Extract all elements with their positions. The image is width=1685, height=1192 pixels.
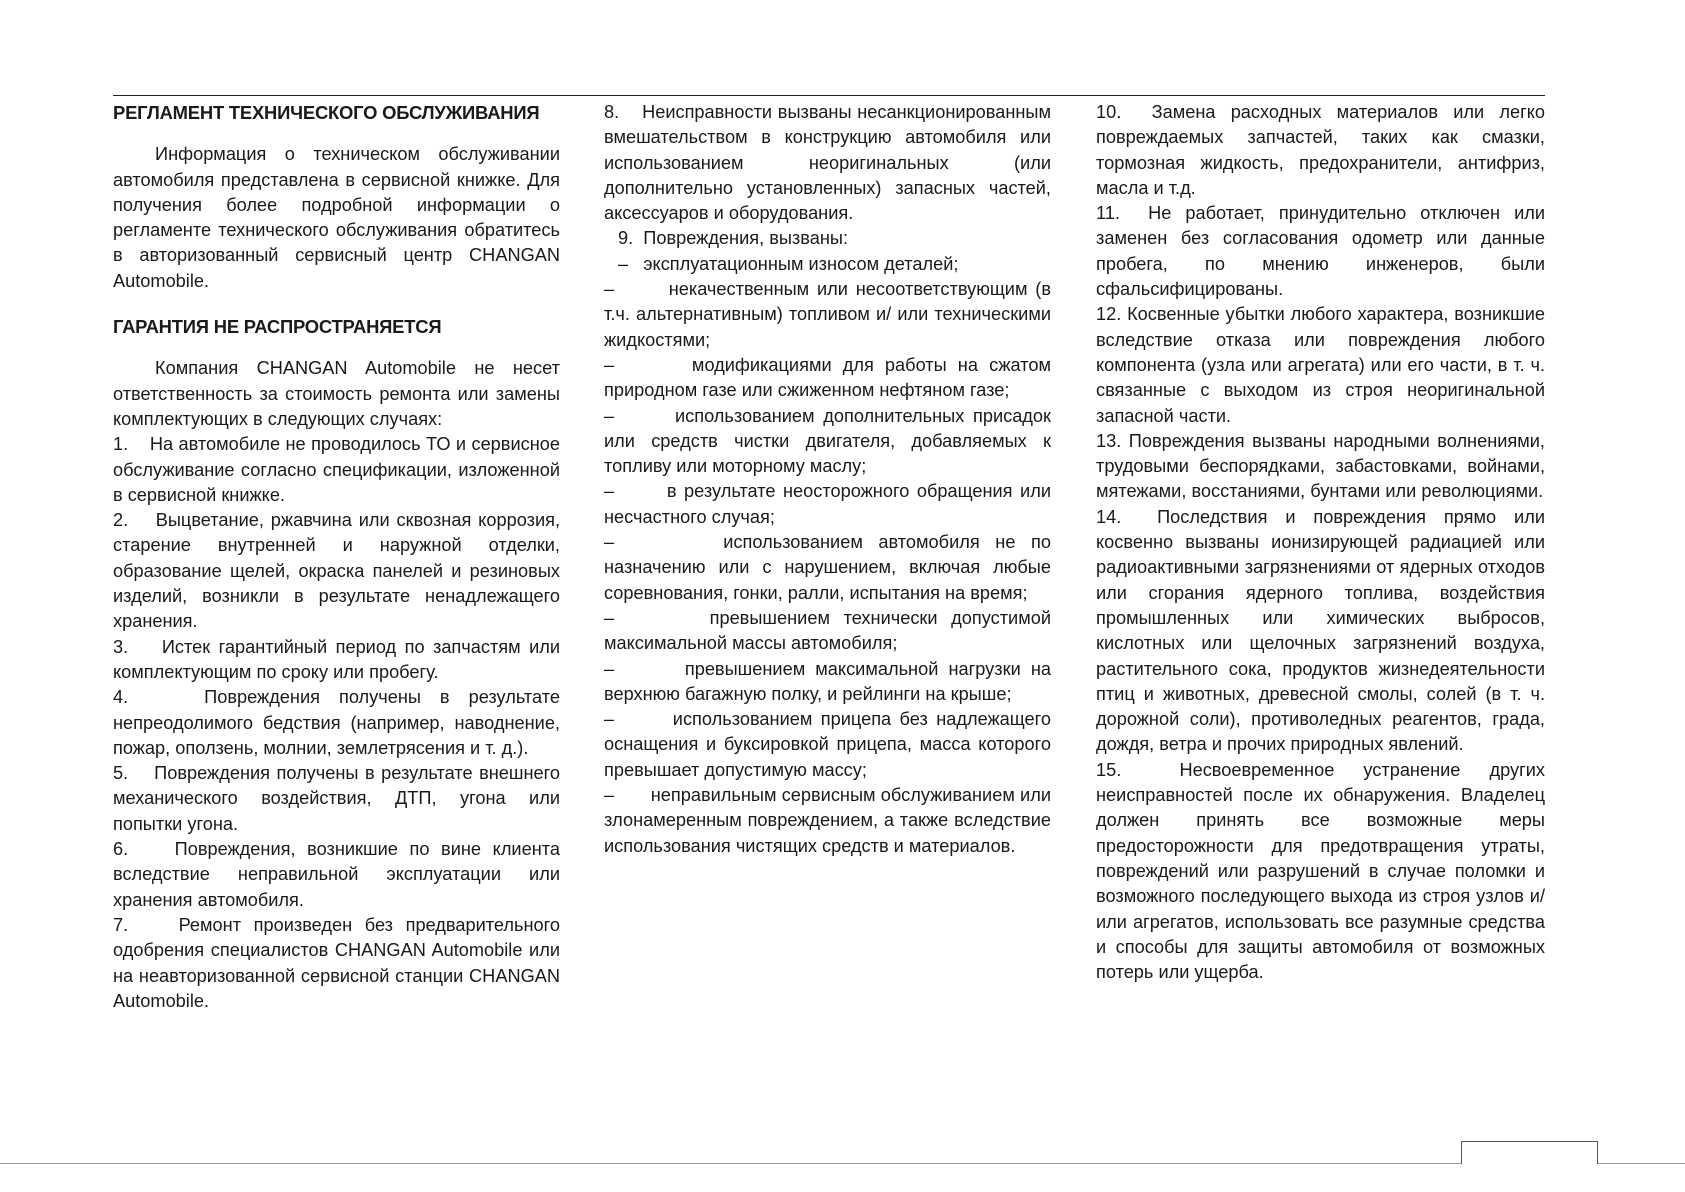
dash-item: – превышением технически допустимой максимальной массы автомобиля; xyxy=(604,607,1051,654)
column-middle xyxy=(604,100,1051,859)
top-rule xyxy=(113,95,1545,96)
list-item: 12. Косвенные убытки любого характера, возникшие вследствие отказа или повреждения любого компонента (узла или агрегата) или его части, в т. ч. связанные с выходом из строя неоригинальной запасной части. xyxy=(1096,304,1545,426)
list-item: 3. Истек гарантийный период по запчастям или комплектующим по сроку или пробегу. xyxy=(113,636,560,682)
bottom-rule xyxy=(0,1163,1685,1164)
list-item: 10. Замена расходных материалов или легко повреждаемых запчастей, таких как смазки, тормозная жидкость, предохранители, антифриз, масла и т.д. xyxy=(1096,102,1545,198)
list-item: 8. Неисправности вызваны несанкционированным вмешательством в конструкцию автомобиля или использованием неоригинальных (или дополнительно установленных) запасных частей, аксессуаров и оборудования. xyxy=(604,102,1051,224)
dash-item: – использованием прицепа без надлежащего оснащения и буксировкой прицепа, масса которого превышает допустимую массу; xyxy=(604,709,1051,780)
list-item: 4. Повреждения получены в результате непреодолимого бедствия (например, наводнение, пожар, оползень, молнии, землетрясения и т. д.). xyxy=(113,687,560,758)
dash-item: – в результате неосторожного обращения или несчастного случая; xyxy=(604,481,1051,527)
dash-item: – превышением максимальной нагрузки на верхнюю багажную полку, и рейлинги на крыше; xyxy=(604,658,1051,704)
column-left xyxy=(113,100,560,1014)
dash-item: – использованием автомобиля не по назначению или с нарушением, включая любые соревнования, гонки, ралли, испытания на время; xyxy=(604,532,1051,603)
list-item: 7. Ремонт произведен без предварительного одобрения специалистов CHANGAN Automobile или на неавторизованной сервисной станции CHANGAN Automobile. xyxy=(113,914,560,1011)
list-item: 6. Повреждения, возникшие по вине клиента вследствие неправильной эксплуатации или хранения автомобиля. xyxy=(113,839,560,910)
column-right xyxy=(1096,100,1545,985)
list-item: 5. Повреждения получены в результате внешнего механического воздействия, ДТП, угона или попытки угона. xyxy=(113,763,560,834)
dash-item: – некачественным или несоответствующим (в т.ч. альтернативным) топливом и/ или техническими жидкостями; xyxy=(604,279,1051,350)
heading-warranty: ГАРАНТИЯ НЕ РАСПРОСТРАНЯЕТСЯ xyxy=(113,316,442,338)
list-item: 14. Последствия и повреждения прямо или косвенно вызваны ионизирующей радиацией или радиоактивными загрязнениями от ядерных отходов или сгорания ядерного топлива, воздействия промышленных или химических выбросов, кислотных или щелочных загрязнений воздуха, растительного сока, продуктов жизнедеятельности птиц и животных, древесной смолы, солей (в т. ч. дорожной соли), противоледных реагентов, града, дождя, ветра и прочих природных явлений. xyxy=(1096,506,1545,755)
dash-item: – использованием дополнительных присадок или средств чистки двигателя, добавляемых к топливу или моторному маслу; xyxy=(604,405,1051,477)
list-item: 1. На автомобиле не проводилось ТО и сервисное обслуживание согласно спецификации, изложенной в сервисной книжке. xyxy=(113,434,560,505)
list-item: 15. Несвоевременное устранение других неисправностей после их обнаружения. Владелец должен принять все возможные меры предосторожности для предотвращения утраты, повреждений или разрушений в случае поломки и возможного последующего выхода из строя узлов и/или агрегатов, использовать все разумные средства и способы для защиты автомобиля от возможных потерь или ущерба. xyxy=(1096,759,1545,983)
dash-item: – эксплуатационным износом деталей; xyxy=(618,253,959,274)
dash-item: – неправильным сервисным обслуживанием или злонамеренным повреждением, а также вследствие использования чистящих средств и материалов. xyxy=(604,785,1051,856)
heading-maintenance: РЕГЛАМЕНТ ТЕХНИЧЕСКОГО ОБСЛУЖИВАНИЯ xyxy=(113,102,540,123)
warranty-intro: Компания CHANGAN Automobile не несет ответственность за стоимость ремонта или замены комплектующих в следующих случаях: xyxy=(113,358,560,429)
dash-item: – модификациями для работы на сжатом природном газе или сжиженном нефтяном газе; xyxy=(604,354,1051,401)
page-number-tab xyxy=(1461,1141,1598,1164)
maintenance-paragraph: Информация о техническом обслуживании автомобиля представлена в сервисной книжке. Для получения более подробной информации о регламенте технического обслуживания обратитесь в авторизованный сервисный центр CHANGAN Automobile. xyxy=(113,144,560,291)
list-item: 2. Выцветание, ржавчина или сквозная коррозия, старение внутренней и наружной отделки, образование щелей, окраска панелей и резиновых изделий, возникли в результате ненадлежащего хранения. xyxy=(113,510,560,632)
list-item: 11. Не работает, принудительно отключен или заменен без согласования одометр или данные пробега, по мнению инженеров, были сфальсифицированы. xyxy=(1096,203,1545,300)
list-item-title: 9. Повреждения, вызваны: xyxy=(618,228,849,249)
list-item: 13. Повреждения вызваны народными волнениями, трудовыми беспорядками, забастовками, войнами, мятежами, восстаниями, бунтами или революциями. xyxy=(1096,430,1545,502)
